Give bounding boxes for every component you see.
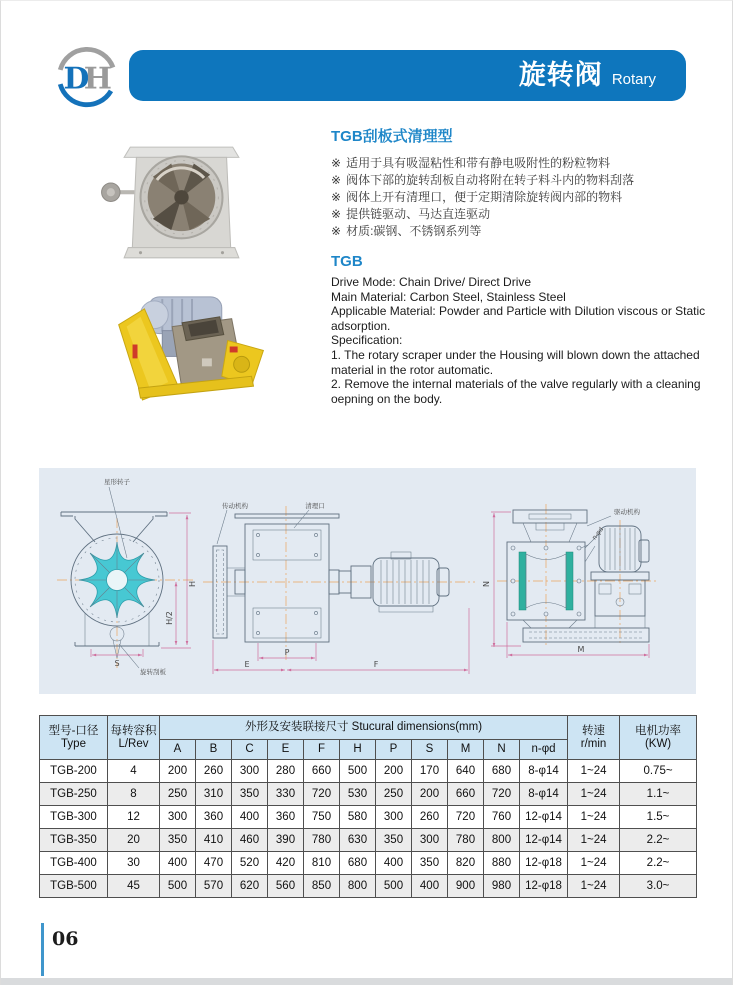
cn-bullet-item: ※ 适用于具有吸湿粘性和带有静电吸附性的粉粒物料 bbox=[331, 156, 611, 170]
spec-table-cell: 12-φ14 bbox=[520, 806, 568, 829]
spec-table-cell: 170 bbox=[412, 760, 448, 783]
spec-table-cell: 12 bbox=[108, 806, 160, 829]
dim-col-header: H bbox=[340, 740, 376, 760]
spec-table-cell: 630 bbox=[340, 829, 376, 852]
dim-col-header: M bbox=[448, 740, 484, 760]
spec-table-cell: 640 bbox=[448, 760, 484, 783]
spec-table-cell: 720 bbox=[484, 783, 520, 806]
dim-e: E bbox=[244, 660, 250, 669]
banner bbox=[129, 50, 686, 101]
en-section-title: TGB bbox=[331, 253, 363, 270]
spec-table-cell: 8-φ14 bbox=[520, 760, 568, 783]
spec-table-cell: 800 bbox=[340, 875, 376, 898]
cn-bullet-item: ※ 阀体上开有清理口，便于定期清除旋转阀内部的物料 bbox=[331, 190, 623, 204]
banner-subtitle: Rotary bbox=[611, 71, 656, 88]
spec-table-row bbox=[40, 806, 697, 829]
cn-bullet-item: ※ 材质:碳钢、不锈钢系列等 bbox=[331, 224, 482, 238]
label-cleaning-port: 清理口 bbox=[305, 503, 325, 510]
spec-table-cell: 300 bbox=[376, 806, 412, 829]
dim-col-header: N bbox=[484, 740, 520, 760]
dim-col-header: E bbox=[268, 740, 304, 760]
spec-table-cell: 8 bbox=[108, 783, 160, 806]
en-spec-line: 1. The rotary scraper under the Housing will blown down the attached material in the rotor automatic. bbox=[331, 347, 700, 377]
spec-table-cell: 350 bbox=[232, 783, 268, 806]
dim-col-header: C bbox=[232, 740, 268, 760]
spec-table-cell: 660 bbox=[448, 783, 484, 806]
col-header-power: 电机功率 (KW) bbox=[620, 716, 697, 760]
dim-n: N bbox=[482, 581, 491, 587]
dim-m: M bbox=[577, 645, 585, 654]
spec-table-cell: 200 bbox=[412, 783, 448, 806]
cn-section-title: TGB刮板式清理型 bbox=[331, 128, 453, 145]
spec-table-cell: 200 bbox=[376, 760, 412, 783]
label-nphid: n-φd bbox=[591, 526, 605, 542]
spec-table-cell: 12-φ18 bbox=[520, 875, 568, 898]
technical-drawing-panel bbox=[39, 468, 696, 694]
spec-table-cell: 560 bbox=[268, 875, 304, 898]
drive-side-view bbox=[482, 504, 657, 658]
col-header-speed: 转速 r/min bbox=[568, 716, 620, 760]
spec-table-cell: 500 bbox=[160, 875, 196, 898]
spec-table-cell: TGB-350 bbox=[40, 829, 108, 852]
col-header-lrev: 每转容积 L/Rev bbox=[108, 716, 160, 760]
spec-table-cell: 300 bbox=[412, 829, 448, 852]
spec-table-cell: 1~24 bbox=[568, 852, 620, 875]
spec-table-cell: 400 bbox=[232, 806, 268, 829]
col-header-type: 型号-口径 Type bbox=[40, 716, 108, 760]
spec-table-cell: 300 bbox=[160, 806, 196, 829]
spec-table-cell: 620 bbox=[232, 875, 268, 898]
spec-table-cell: 720 bbox=[304, 783, 340, 806]
spec-table-row bbox=[40, 829, 697, 852]
spec-table-cell: 1~24 bbox=[568, 783, 620, 806]
spec-table-cell: 680 bbox=[340, 852, 376, 875]
spec-table-cell: 4 bbox=[108, 760, 160, 783]
dim-col-header: B bbox=[196, 740, 232, 760]
dim-col-header: n-φd bbox=[520, 740, 568, 760]
spec-table-cell: 820 bbox=[448, 852, 484, 875]
spec-table-cell: 280 bbox=[268, 760, 304, 783]
spec-table-cell: TGB-500 bbox=[40, 875, 108, 898]
spec-table-header bbox=[40, 716, 697, 760]
spec-table-row bbox=[40, 760, 697, 783]
spec-table-cell: 400 bbox=[376, 852, 412, 875]
spec-table-cell: 760 bbox=[484, 806, 520, 829]
spec-table-cell: 310 bbox=[196, 783, 232, 806]
spec-table-cell: 1~24 bbox=[568, 760, 620, 783]
spec-table-cell: 20 bbox=[108, 829, 160, 852]
spec-table-cell: 460 bbox=[232, 829, 268, 852]
spec-table-cell: TGB-300 bbox=[40, 806, 108, 829]
dim-col-header: F bbox=[304, 740, 340, 760]
front-view bbox=[57, 477, 197, 676]
dim-f: F bbox=[373, 660, 379, 669]
spec-table-cell: 0.75~ bbox=[620, 760, 697, 783]
dim-p: P bbox=[284, 648, 290, 657]
spec-table-cell: 1.5~ bbox=[620, 806, 697, 829]
spec-table-cell: 1.1~ bbox=[620, 783, 697, 806]
dim-col-header: S bbox=[412, 740, 448, 760]
spec-table-cell: 260 bbox=[196, 760, 232, 783]
product-photo-drive-valve bbox=[109, 289, 281, 403]
spec-table-cell: 260 bbox=[412, 806, 448, 829]
spec-table-cell: 980 bbox=[484, 875, 520, 898]
spec-table-row bbox=[40, 852, 697, 875]
spec-table-cell: 520 bbox=[232, 852, 268, 875]
intro-section bbox=[331, 125, 715, 406]
page-bottom-edge bbox=[1, 978, 733, 985]
spec-table-cell: 8-φ14 bbox=[520, 783, 568, 806]
spec-table-cell: 350 bbox=[412, 852, 448, 875]
cn-bullet-item: ※ 提供链驱动、马达直连驱动 bbox=[331, 207, 491, 221]
col-header-dimensions: 外形及安装联接尺寸 Stucural dimensions(mm) bbox=[160, 716, 568, 740]
spec-table-cell: 500 bbox=[376, 875, 412, 898]
spec-table-cell: TGB-250 bbox=[40, 783, 108, 806]
spec-table-cell: 45 bbox=[108, 875, 160, 898]
spec-table-cell: 750 bbox=[304, 806, 340, 829]
spec-table-cell: 400 bbox=[412, 875, 448, 898]
spec-table-cell: 420 bbox=[268, 852, 304, 875]
rotor-vane-left bbox=[519, 552, 526, 610]
spec-table-cell: 810 bbox=[304, 852, 340, 875]
spec-table-cell: 1~24 bbox=[568, 875, 620, 898]
cn-bullet-list bbox=[331, 155, 715, 240]
label-star-rotor: 星形转子 bbox=[104, 479, 130, 486]
spec-table-cell: 1~24 bbox=[568, 806, 620, 829]
spec-table-cell: 580 bbox=[340, 806, 376, 829]
footer-accent-bar bbox=[41, 923, 44, 976]
spec-table-body bbox=[40, 760, 697, 898]
dim-col-header: P bbox=[376, 740, 412, 760]
spec-table-cell: 360 bbox=[268, 806, 304, 829]
spec-table-cell: 3.0~ bbox=[620, 875, 697, 898]
spec-table-cell: 250 bbox=[376, 783, 412, 806]
spec-table-cell: 680 bbox=[484, 760, 520, 783]
label-scraper: 旋转刮板 bbox=[140, 669, 166, 676]
spec-table-cell: 360 bbox=[196, 806, 232, 829]
en-spec-line: Main Material: Carbon Steel, Stainless Steel bbox=[331, 289, 566, 304]
spec-table-cell: TGB-200 bbox=[40, 760, 108, 783]
spec-table-row bbox=[40, 783, 697, 806]
label-drive-mechanism: 传动机构 bbox=[222, 503, 248, 510]
spec-table-cell: 390 bbox=[268, 829, 304, 852]
logo-letter-d: D bbox=[63, 61, 90, 97]
spec-table-cell: 12-φ18 bbox=[520, 852, 568, 875]
spec-table bbox=[39, 715, 697, 898]
rotor-vane-right bbox=[566, 552, 573, 610]
spec-table-row bbox=[40, 875, 697, 898]
dimension-drawing bbox=[39, 468, 696, 694]
page-number: 06 bbox=[52, 928, 79, 950]
spec-table-cell: TGB-400 bbox=[40, 852, 108, 875]
spec-table-cell: 200 bbox=[160, 760, 196, 783]
dh-logo bbox=[55, 45, 119, 109]
side-view bbox=[203, 501, 475, 674]
spec-table-cell: 780 bbox=[448, 829, 484, 852]
dim-s: S bbox=[114, 659, 120, 668]
label-drive-unit: 驱动机构 bbox=[614, 509, 640, 516]
spec-table-cell: 880 bbox=[484, 852, 520, 875]
en-spec-text bbox=[331, 275, 715, 406]
spec-table-cell: 780 bbox=[304, 829, 340, 852]
spec-table-cell: 350 bbox=[376, 829, 412, 852]
spec-table-cell: 410 bbox=[196, 829, 232, 852]
spec-table-cell: 350 bbox=[160, 829, 196, 852]
dim-col-header: A bbox=[160, 740, 196, 760]
spec-table-cell: 300 bbox=[232, 760, 268, 783]
spec-table-cell: 400 bbox=[160, 852, 196, 875]
product-photo-bare-valve bbox=[99, 141, 264, 266]
spec-table-cell: 2.2~ bbox=[620, 852, 697, 875]
spec-table-cell: 2.2~ bbox=[620, 829, 697, 852]
en-spec-line: Applicable Material: Powder and Particle with Dilution viscous or Static adsorption. bbox=[331, 304, 706, 333]
spec-table-cell: 30 bbox=[108, 852, 160, 875]
en-spec-line: 2. Remove the internal materials of the valve regularly with a cleaning oepning on the body. bbox=[331, 377, 701, 406]
dim-h: H bbox=[188, 580, 197, 588]
en-spec-line: Specification: bbox=[331, 333, 403, 348]
spec-table-cell: 850 bbox=[304, 875, 340, 898]
logo-letter-h: H bbox=[83, 61, 113, 97]
en-spec-line: Drive Mode: Chain Drive/ Direct Drive bbox=[331, 275, 532, 289]
banner-title: 旋转阀 bbox=[518, 60, 603, 90]
spec-table-cell: 470 bbox=[196, 852, 232, 875]
spec-table-cell: 530 bbox=[340, 783, 376, 806]
spec-table-cell: 660 bbox=[304, 760, 340, 783]
cn-bullet-item: ※ 阀体下部的旋转刮板自动将附在转子料斗内的物料刮落 bbox=[331, 173, 635, 187]
spec-table-cell: 250 bbox=[160, 783, 196, 806]
spec-table-cell: 1~24 bbox=[568, 829, 620, 852]
spec-table-cell: 12-φ14 bbox=[520, 829, 568, 852]
spec-table-cell: 330 bbox=[268, 783, 304, 806]
dim-h2: H/2 bbox=[165, 611, 174, 625]
spec-table-cell: 800 bbox=[484, 829, 520, 852]
spec-table-cell: 900 bbox=[448, 875, 484, 898]
spec-table-cell: 570 bbox=[196, 875, 232, 898]
spec-table-cell: 500 bbox=[340, 760, 376, 783]
spec-table-cell: 720 bbox=[448, 806, 484, 829]
